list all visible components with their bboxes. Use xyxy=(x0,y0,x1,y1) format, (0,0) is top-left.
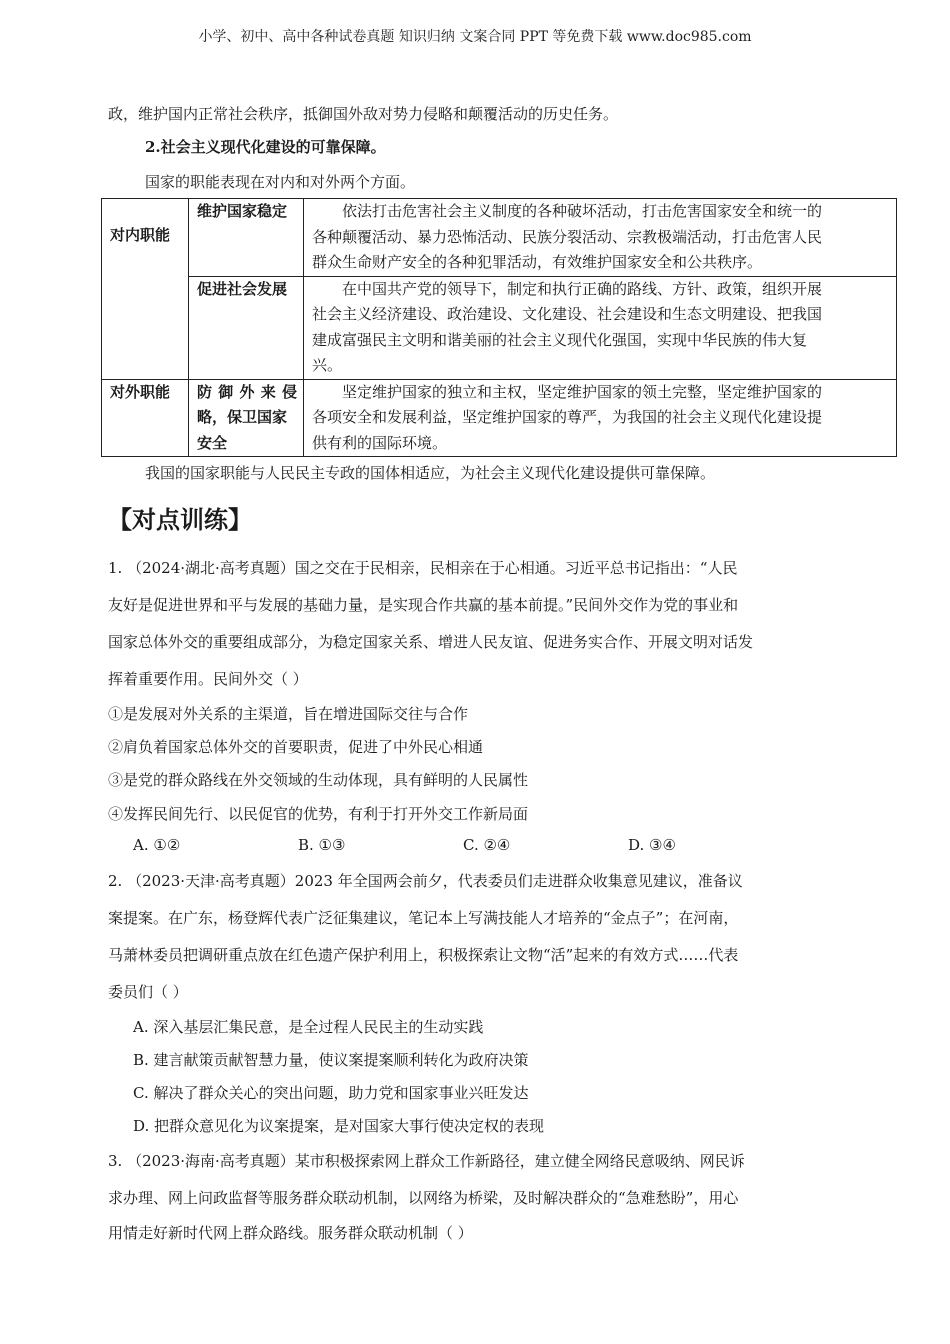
q1-item: ②肩负着国家总体外交的首要职责，促进了中外民心相通 xyxy=(108,738,484,756)
q1-option-b[interactable]: B. ①③ xyxy=(298,836,346,854)
desc-line: 在中国共产党的领导下，制定和执行正确的路线、方针、政策，组织开展 xyxy=(342,279,823,298)
desc-line: 群众生命财产安全的各种犯罪活动，有效维护国家安全和公共秩序。 xyxy=(312,253,763,271)
q1-item: ④发挥民间先行、以民促官的优势，有利于打开外交工作新局面 xyxy=(108,805,529,823)
q3-line: 用情走好新时代网上群众路线。服务群众联动机制（ ） xyxy=(108,1224,473,1242)
q2-option-d[interactable]: D. 把群众意见化为议案提案，是对国家大事行使决定权的表现 xyxy=(133,1117,545,1135)
category-internal: 对内职能 xyxy=(102,199,189,380)
table-row xyxy=(102,276,897,379)
sub-maintain-stability: 维护国家稳定 xyxy=(189,199,304,277)
q1-line: 1. （2024·湖北·高考真题）国之交在于民相亲，民相亲在于心相通。习近平总书记指出：“人民 xyxy=(108,559,738,577)
table-row xyxy=(102,199,897,277)
page-header: 小学、初中、高中各种试卷真题 知识归纳 文案合同 PPT 等免费下载 www.doc985.com xyxy=(198,29,752,45)
sub-promote-development: 促进社会发展 xyxy=(189,276,304,379)
desc-line: 各种颠覆活动、暴力恐怖活动、民族分裂活动、宗教极端活动，打击危害人民 xyxy=(312,227,823,246)
q2-line: 委员们（ ） xyxy=(108,983,188,1001)
sub-line: 略，保卫国家 xyxy=(197,408,288,426)
sub-line: 防御外来侵 xyxy=(197,382,297,401)
q2-line: 2. （2023·天津·高考真题）2023 年全国两会前夕，代表委员们走进群众收集意见建议，准备议 xyxy=(108,872,743,890)
q1-option-a[interactable]: A. ①② xyxy=(133,836,181,854)
q2-line: 马萧林委员把调研重点放在红色遗产保护利用上，积极探索让文物“活”起来的有效方式……代表 xyxy=(108,946,739,964)
desc-line: 坚定维护国家的独立和主权，坚定维护国家的领土完整，坚定维护国家的 xyxy=(342,382,823,401)
sub-line: 安全 xyxy=(197,433,228,452)
q1-option-d[interactable]: D. ③④ xyxy=(628,836,676,854)
desc-line: 建成富强民主文明和谐美丽的社会主义现代化强国，实现中华民族的伟大复 xyxy=(312,330,808,349)
q2-option-b[interactable]: B. 建言献策贡献智慧力量，使议案提案顺利转化为政府决策 xyxy=(133,1051,529,1069)
desc-line: 供有利的国际环境。 xyxy=(312,433,448,452)
q1-option-c[interactable]: C. ②④ xyxy=(463,836,511,854)
sub-defend-security xyxy=(189,379,304,457)
table-lead-text: 国家的职能表现在对内和对外两个方面。 xyxy=(145,173,416,191)
desc-line: 社会主义经济建设、政治建设、文化建设、社会建设和生态文明建设、把我国 xyxy=(312,305,823,323)
q3-line: 求办理、网上问政监督等服务群众联动机制，以网络为桥梁，及时解决群众的“急难愁盼”，用心 xyxy=(108,1189,739,1207)
continued-text: 政，维护国内正常社会秩序，抵御国外敌对势力侵略和颠覆活动的历史任务。 xyxy=(108,105,619,123)
q1-options xyxy=(133,836,793,854)
desc-promote-development xyxy=(304,276,897,379)
section-heading-2: 2.社会主义现代化建设的可靠保障。 xyxy=(145,138,386,156)
state-functions-table xyxy=(101,198,897,457)
category-external: 对外职能 xyxy=(102,379,189,457)
desc-line: 兴。 xyxy=(312,356,343,374)
q1-line: 友好是促进世界和平与发展的基础力量，是实现合作共赢的基本前提。”民间外交作为党的事业和 xyxy=(108,596,739,614)
q2-option-a[interactable]: A. 深入基层汇集民意，是全过程人民民主的生动实践 xyxy=(133,1018,484,1036)
q1-line: 挥着重要作用。民间外交（ ） xyxy=(108,670,308,688)
q1-item: ③是党的群众路线在外交领域的生动体现，具有鲜明的人民属性 xyxy=(108,771,529,789)
desc-line: 各项安全和发展利益，坚定维护国家的尊严，为我国的社会主义现代化建设提 xyxy=(312,408,823,426)
desc-defend-security xyxy=(304,379,897,457)
q1-item: ①是发展对外关系的主渠道，旨在增进国际交往与合作 xyxy=(108,705,469,723)
desc-line: 依法打击危害社会主义制度的各种破坏活动，打击危害国家安全和统一的 xyxy=(342,202,823,220)
q2-line: 案提案。在广东，杨登辉代表广泛征集建议，笔记本上写满技能人才培养的“金点子”；在河南， xyxy=(108,909,739,927)
q1-line: 国家总体外交的重要组成部分，为稳定国家关系、增进人民友谊、促进务实合作、开展文明对话发 xyxy=(108,633,754,651)
q3-line: 3. （2023·海南·高考真题）某市积极探索网上群众工作新路径，建立健全网络民意吸纳、网民诉 xyxy=(108,1152,745,1170)
after-table-text: 我国的国家职能与人民民主专政的国体相适应，为社会主义现代化建设提供可靠保障。 xyxy=(145,464,716,482)
desc-maintain-stability xyxy=(304,199,897,277)
q2-option-c[interactable]: C. 解决了群众关心的突出问题，助力党和国家事业兴旺发达 xyxy=(133,1084,529,1102)
section-title: 【对点训练】 xyxy=(108,506,252,534)
table-row xyxy=(102,379,897,457)
